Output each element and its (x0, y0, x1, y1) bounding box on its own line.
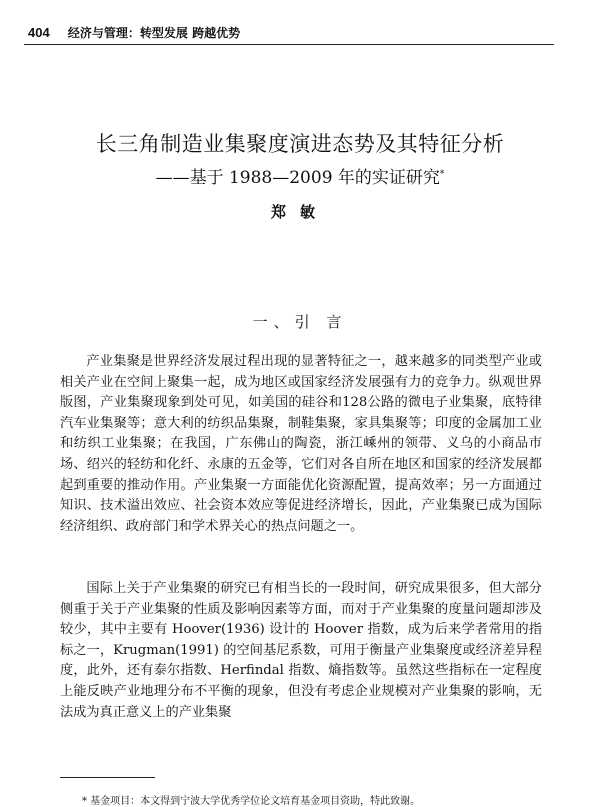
page-number: 404 (28, 25, 50, 40)
author-name: 郑敏 (270, 203, 329, 221)
section-heading: 一、引 言 (252, 313, 348, 331)
footnote-divider (60, 777, 155, 778)
journal-title: 经济与管理：转型发展 跨越优势 (67, 26, 241, 40)
header-divider (24, 44, 554, 45)
footnote-marker: * (439, 169, 445, 180)
article-title: 长三角制造业集聚度演进态势及其特征分析 (95, 132, 505, 156)
body-paragraph-2: 国际上关于产业集聚的研究已有相当长的一段时间，研究成果很多，但大部分侧重于关于产业集聚的性质及影响因素等方面，而对于产业集聚的度量问题却涉及较少，其中主要有 Hoover(1936) 设计的 Hoover 指数，成为后来学者常用的指标之一，Krugman(1991) 的空间基尼系数，可用于衡量产业集聚度或经济差异程度，此外，还有泰尔指数、Herfindal 指数、熵指数等。虽然这些指标在一定程度上能反映产业地理分布不平衡的现象，但没有考虑企业规模对产业集聚的影响，无法成为真正意义上的产业集聚 (60, 581, 542, 720)
body-paragraph-1: 产业集聚是世界经济发展过程出现的显著特征之一，越来越多的同类型产业或相关产业在空间上聚集一起，成为地区或国家经济发展强有力的竞争力。纵观世界版图，产业集聚现象到处可见，如美国的硅谷和128公路的微电子业集聚，底特律汽车业集聚等；意大利的纺织品集聚，制鞋集聚，家具集聚等；印度的金属加工业和纺织工业集聚；在我国，广东佛山的陶瓷，浙江嵊州的领带、义乌的小商品市场、绍兴的轻纺和化纤、永康的五金等，它们对各自所在地区和国家的经济发展都起到重要的推动作用。产业集聚一方面能优化资源配置，提高效率；另一方面通过知识、技术溢出效应、社会资本效应等促进经济增长，因此，产业集聚已成为国际经济组织、政府部门和学术界关心的热点问题之一。 (60, 354, 542, 534)
running-header (28, 24, 240, 41)
article-subtitle (0, 163, 600, 188)
footnote: * 基金项目：本文得到宁波大学优秀学位论文培育基金项目资助，特此致谢。 (82, 796, 421, 807)
subtitle-text: ——基于 1988—2009 年的实证研究 (155, 168, 440, 188)
